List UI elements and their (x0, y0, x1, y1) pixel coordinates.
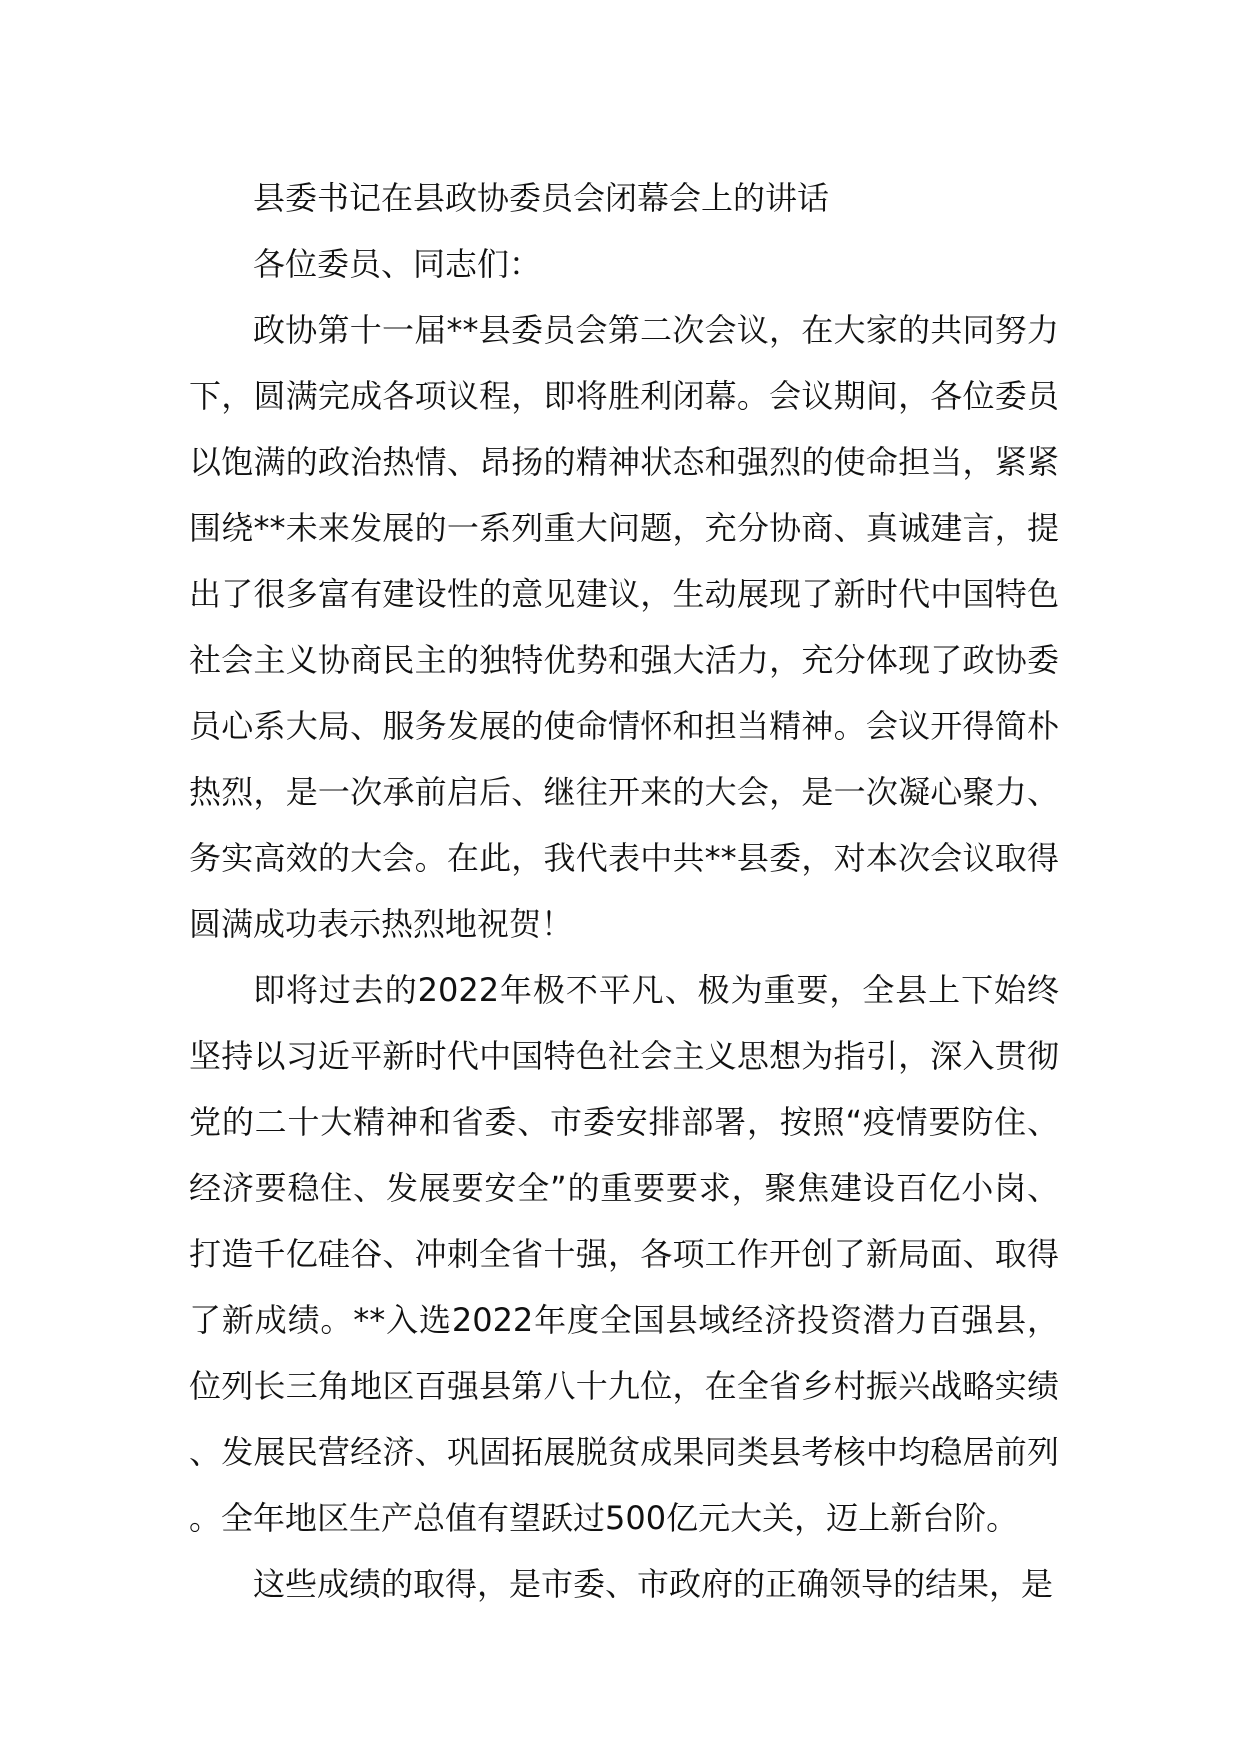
paragraph-3: 这些成绩的取得，是市委、市政府的正确领导的结果，是 (253, 1565, 1054, 1603)
paragraph-2: 即将过去的2022年极不平凡、极为重要，全县上下始终坚持以习近平新时代中国特色社会主义思想为指引，深入贯彻党的二十大精神和省委、市委安排部署，按照“疫情要防住、经济要稳住、发展要安全”的重要要求，聚焦建设百亿小岗、打造千亿硅谷、冲刺全省十强，各项工作开创了新局面、取得了新成绩。**入选2022年度全国县域经济投资潜力百强县，位列长三角地区百强县第八十九位，在全省乡村振兴战略实绩、发展民营经济、巩固拓展脱贫成果同类县考核中均稳居前列。全年地区生产总值有望跃过500亿元大关，迈上新台阶。 (189, 971, 1059, 1537)
salutation: 各位委员、同志们： (253, 245, 542, 283)
document-title: 县委书记在县政协委员会闭幕会上的讲话 (253, 179, 830, 217)
document-body (189, 165, 1059, 1617)
paragraph-1: 政协第十一届**县委员会第二次会议，在大家的共同努力下，圆满完成各项议程，即将胜利闭幕。会议期间，各位委员以饱满的政治热情、昂扬的精神状态和强烈的使命担当，紧紧围绕**未来发展的一系列重大问题，充分协商、真诚建言，提出了很多富有建设性的意见建议，生动展现了新时代中国特色社会主义协商民主的独特优势和强大活力，充分体现了政协委员心系大局、服务发展的使命情怀和担当精神。会议开得简朴热烈，是一次承前启后、继往开来的大会，是一次凝心聚力、务实高效的大会。在此，我代表中共**县委，对本次会议取得圆满成功表示热烈地祝贺！ (189, 311, 1059, 943)
